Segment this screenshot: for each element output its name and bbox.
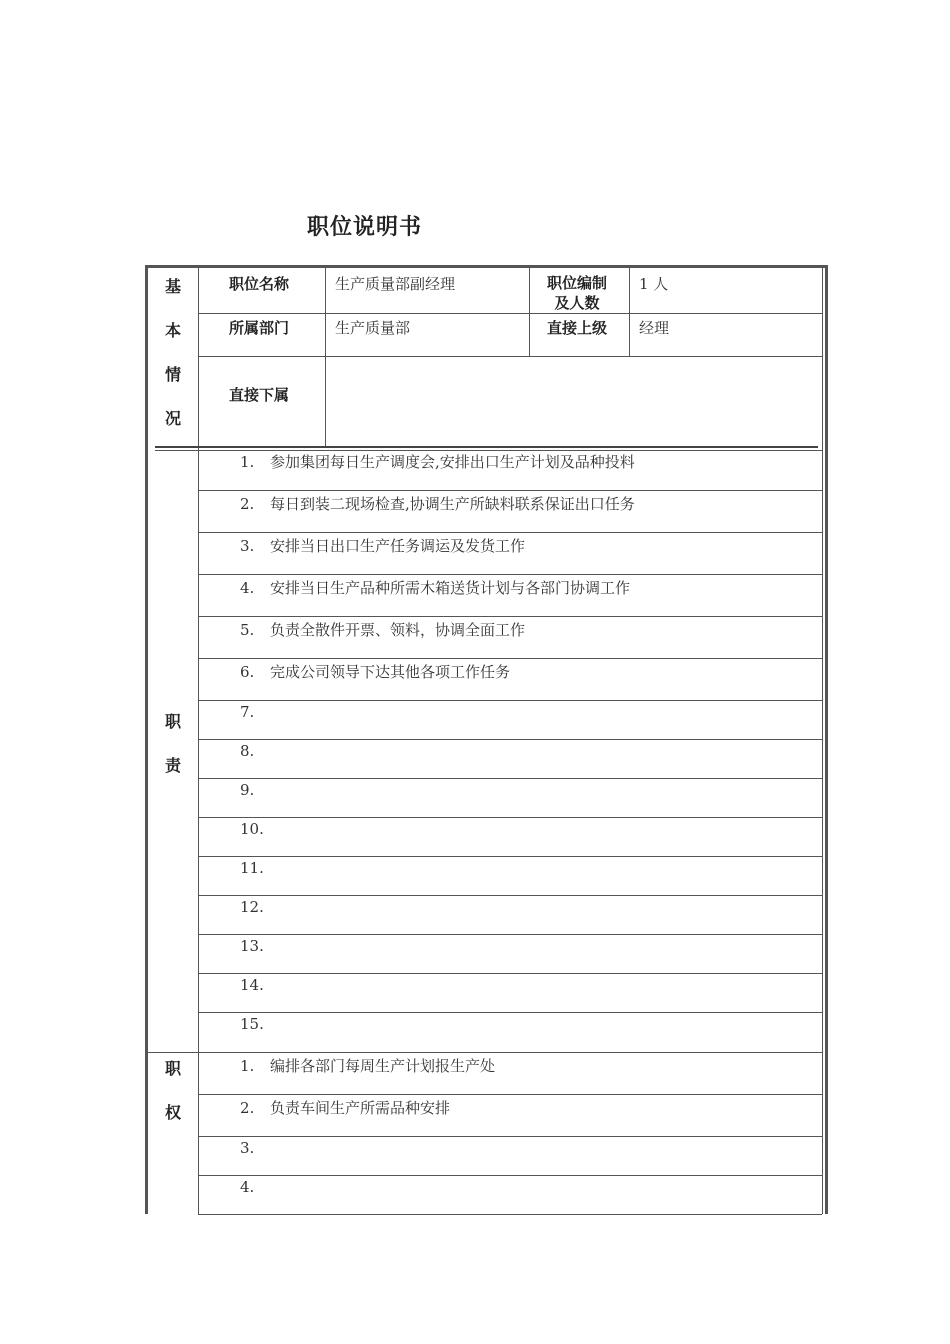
item-number: 12. xyxy=(240,898,264,916)
item-number: 4. xyxy=(240,579,255,597)
section-label-duties: 职 责 xyxy=(164,712,181,775)
section-label-authority: 职 权 xyxy=(164,1059,181,1122)
item-number: 2. xyxy=(240,1099,255,1117)
item-number: 2. xyxy=(240,495,255,513)
list-item xyxy=(240,1139,270,1157)
item-number: 9. xyxy=(240,781,255,799)
position-name-value: 生产质量部副经理 xyxy=(335,275,456,293)
list-item xyxy=(240,1015,270,1033)
list-item xyxy=(240,820,270,838)
item-number: 15. xyxy=(240,1015,264,1033)
authority-top-line xyxy=(148,1052,822,1053)
duties-row-line xyxy=(198,778,822,779)
item-number: 4. xyxy=(240,1178,255,1196)
list-item xyxy=(240,937,270,955)
duties-row-line xyxy=(198,817,822,818)
headcount-label: 职位编制 及人数 xyxy=(547,274,608,312)
item-text: 负责车间生产所需品种安排 xyxy=(270,1099,451,1117)
authority-row-line xyxy=(198,1214,822,1215)
department-value: 生产质量部 xyxy=(335,319,411,337)
section-column-divider xyxy=(198,268,199,1214)
inner-right-border xyxy=(822,268,823,1214)
item-number: 5. xyxy=(240,621,255,639)
item-text: 编排各部门每周生产计划报生产处 xyxy=(270,1057,496,1075)
superior-label: 直接上级 xyxy=(547,319,608,337)
authority-row-line xyxy=(198,1175,822,1176)
list-item xyxy=(240,898,270,916)
list-item xyxy=(240,619,525,640)
list-item xyxy=(240,703,270,721)
list-item xyxy=(240,976,270,994)
basic-col-divider-1 xyxy=(325,268,326,446)
list-item xyxy=(240,535,525,556)
list-item xyxy=(240,1055,495,1076)
duties-row-line xyxy=(198,973,822,974)
item-text: 安排当日出口生产任务调运及发货工作 xyxy=(270,537,526,555)
authority-row-line xyxy=(198,1136,822,1137)
item-number: 11. xyxy=(240,859,264,877)
duties-row-line xyxy=(198,490,822,491)
basic-row-line-1 xyxy=(198,313,822,314)
list-item xyxy=(240,1178,270,1196)
duties-row-line xyxy=(198,895,822,896)
list-item xyxy=(240,577,630,598)
item-text: 参加集团每日生产调度会,安排出口生产计划及品种投料 xyxy=(270,453,635,471)
item-number: 13. xyxy=(240,937,264,955)
duties-row-line xyxy=(198,739,822,740)
item-text: 完成公司领导下达其他各项工作任务 xyxy=(270,663,511,681)
list-item xyxy=(240,661,510,682)
basic-section-bottom xyxy=(155,446,818,448)
position-name-label: 职位名称 xyxy=(229,275,290,293)
item-number: 1. xyxy=(240,1057,255,1075)
item-text: 安排当日生产品种所需木箱送货计划与各部门协调工作 xyxy=(270,579,631,597)
basic-row-line-2 xyxy=(198,356,822,357)
subordinate-label: 直接下属 xyxy=(229,386,290,404)
list-item xyxy=(240,859,270,877)
duties-row-line xyxy=(198,658,822,659)
item-number: 7. xyxy=(240,703,255,721)
item-number: 3. xyxy=(240,1139,255,1157)
item-text: 负责全散件开票、领料，协调全面工作 xyxy=(270,621,526,639)
duties-row-line xyxy=(198,532,822,533)
item-number: 10. xyxy=(240,820,264,838)
item-text: 每日到装二现场检查,协调生产所缺料联系保证出口任务 xyxy=(270,495,635,513)
list-item xyxy=(240,1097,450,1118)
duties-row-line xyxy=(198,616,822,617)
list-item xyxy=(240,451,635,472)
item-number: 14. xyxy=(240,976,264,994)
item-number: 1. xyxy=(240,453,255,471)
item-number: 3. xyxy=(240,537,255,555)
duties-row-line xyxy=(198,574,822,575)
item-number: 8. xyxy=(240,742,255,760)
item-number: 6. xyxy=(240,663,255,681)
headcount-value: 1 人 xyxy=(639,275,669,293)
duties-row-line xyxy=(198,700,822,701)
duties-row-line xyxy=(198,934,822,935)
duties-row-line xyxy=(198,1012,822,1013)
authority-row-line xyxy=(198,1094,822,1095)
duties-row-line xyxy=(198,856,822,857)
page-title: 职位说明书 xyxy=(307,215,423,240)
list-item xyxy=(240,742,270,760)
department-label: 所属部门 xyxy=(229,319,290,337)
list-item xyxy=(240,493,635,514)
superior-value: 经理 xyxy=(639,319,670,337)
list-item xyxy=(240,781,270,799)
section-label-basic: 基 本 情 况 xyxy=(164,277,181,428)
